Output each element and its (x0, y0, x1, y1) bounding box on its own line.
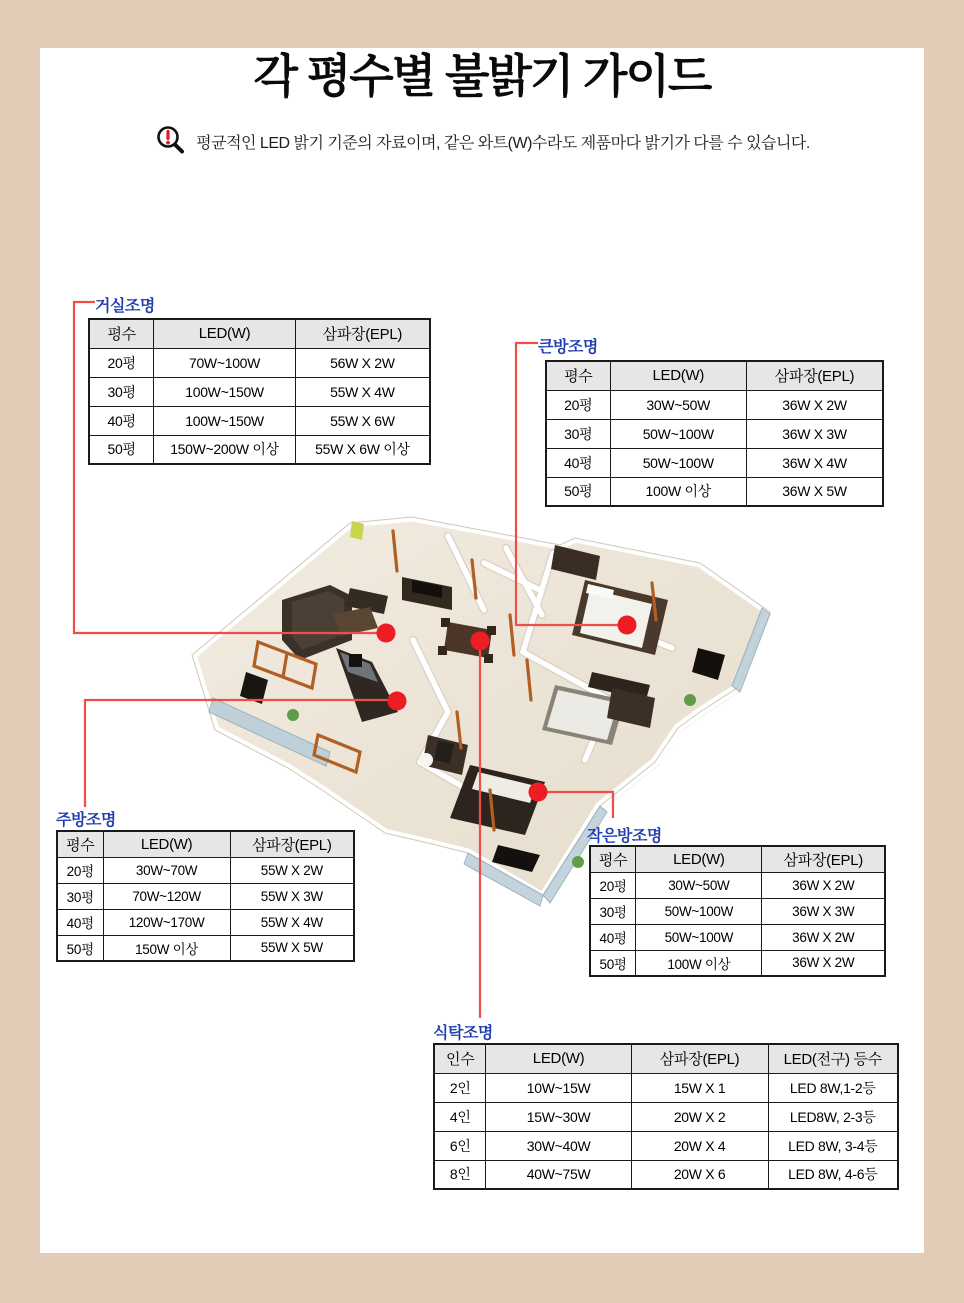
table-cell: 36W X 2W (762, 924, 885, 950)
column-header: 평수 (57, 831, 103, 857)
table-cell: 20W X 6 (631, 1160, 768, 1189)
table-cell: 40평 (89, 406, 154, 435)
living-lighting-table-grid (88, 318, 431, 465)
table-cell: LED8W, 2-3등 (768, 1102, 898, 1131)
table-cell: 40평 (546, 448, 610, 477)
table-row (590, 898, 885, 924)
table-cell: 50W~100W (636, 898, 762, 924)
table-row (590, 872, 885, 898)
table-cell: 50W~100W (636, 924, 762, 950)
dining-lighting-table-grid (433, 1043, 899, 1190)
column-header: 삼파장(EPL) (230, 831, 354, 857)
table-cell: 50W~100W (610, 448, 746, 477)
table-cell: 55W X 6W (295, 406, 430, 435)
table-cell: 50평 (57, 935, 103, 961)
table-cell: 36W X 3W (762, 898, 885, 924)
table-cell: 30W~70W (103, 857, 230, 883)
label-smallroom-lighting: 작은방조명 (587, 828, 662, 845)
table-cell: 40W~75W (486, 1160, 631, 1189)
table-cell: 8인 (434, 1160, 486, 1189)
column-header: 평수 (590, 846, 636, 872)
kitchen-lighting-table-grid (56, 830, 355, 962)
table-row (57, 909, 354, 935)
table-row (546, 419, 883, 448)
column-header: LED(W) (103, 831, 230, 857)
table-cell: 100W 이상 (636, 950, 762, 976)
column-header: 평수 (546, 361, 610, 390)
column-header: LED(W) (636, 846, 762, 872)
table-cell: 55W X 6W 이상 (295, 435, 430, 464)
table-cell: 55W X 2W (230, 857, 354, 883)
table-row (434, 1073, 898, 1102)
column-header: LED(W) (486, 1044, 631, 1073)
table-cell: 30W~50W (636, 872, 762, 898)
table-row (89, 435, 430, 464)
table-cell: 4인 (434, 1102, 486, 1131)
table-row (434, 1131, 898, 1160)
table-cell: 30평 (57, 883, 103, 909)
table-cell: 50평 (590, 950, 636, 976)
table-cell: 15W~30W (486, 1102, 631, 1131)
table-cell: 10W~15W (486, 1073, 631, 1102)
table-cell: 55W X 4W (295, 377, 430, 406)
table-cell: LED 8W,1-2등 (768, 1073, 898, 1102)
table-row (89, 377, 430, 406)
table-cell: 36W X 2W (762, 950, 885, 976)
table-cell: 20평 (590, 872, 636, 898)
table-cell: 30W~50W (610, 390, 746, 419)
table-cell: 55W X 3W (230, 883, 354, 909)
notice-text: 평균적인 LED 밝기 기준의 자료이며, 같은 와트(W)수라도 제품마다 밝기가 다를 수 있습니다. (196, 134, 810, 152)
table-cell: 100W~150W (154, 377, 296, 406)
table-cell: LED 8W, 3-4등 (768, 1131, 898, 1160)
bigroom-lighting-table (545, 360, 884, 507)
table-cell: 36W X 2W (747, 390, 884, 419)
table-cell: 56W X 2W (295, 348, 430, 377)
label-living-lighting: 거실조명 (95, 298, 155, 315)
column-header: 삼파장(EPL) (631, 1044, 768, 1073)
table-cell: 50W~100W (610, 419, 746, 448)
table-cell: 15W X 1 (631, 1073, 768, 1102)
living-lighting-table (88, 318, 431, 465)
table-cell: 20평 (57, 857, 103, 883)
magnifier-exclamation-icon (154, 124, 188, 158)
table-cell: 40평 (590, 924, 636, 950)
column-header: LED(전구) 등수 (768, 1044, 898, 1073)
table-row (89, 348, 430, 377)
table-row (434, 1160, 898, 1189)
table-row (546, 477, 883, 506)
column-header: 삼파장(EPL) (762, 846, 885, 872)
table-cell: 2인 (434, 1073, 486, 1102)
table-cell: 120W~170W (103, 909, 230, 935)
table-row (546, 390, 883, 419)
column-header: LED(W) (610, 361, 746, 390)
table-cell: 20평 (546, 390, 610, 419)
table-row (57, 883, 354, 909)
table-cell: 40평 (57, 909, 103, 935)
label-dining-lighting: 식탁조명 (433, 1025, 493, 1042)
column-header: 삼파장(EPL) (747, 361, 884, 390)
column-header: 평수 (89, 319, 154, 348)
dining-lighting-table (433, 1043, 899, 1190)
column-header: 인수 (434, 1044, 486, 1073)
table-cell: 36W X 3W (747, 419, 884, 448)
table-row (57, 857, 354, 883)
label-bigroom-lighting: 큰방조명 (538, 339, 598, 356)
smallroom-lighting-table (589, 845, 886, 977)
column-header: LED(W) (154, 319, 296, 348)
kitchen-lighting-table (56, 830, 355, 962)
label-kitchen-lighting: 주방조명 (56, 812, 116, 829)
table-row (434, 1102, 898, 1131)
table-cell: 20W X 2 (631, 1102, 768, 1131)
table-row (57, 935, 354, 961)
bigroom-lighting-table-grid (545, 360, 884, 507)
table-cell: 20평 (89, 348, 154, 377)
table-cell: 50평 (89, 435, 154, 464)
table-row (546, 448, 883, 477)
table-cell: LED 8W, 4-6등 (768, 1160, 898, 1189)
table-row (590, 924, 885, 950)
table-cell: 70W~100W (154, 348, 296, 377)
table-cell: 150W~200W 이상 (154, 435, 296, 464)
table-cell: 30평 (546, 419, 610, 448)
table-cell: 36W X 4W (747, 448, 884, 477)
table-cell: 36W X 2W (762, 872, 885, 898)
column-header: 삼파장(EPL) (295, 319, 430, 348)
page-title: 각 평수별 불밝기 가이드 (253, 50, 711, 102)
table-row (89, 406, 430, 435)
table-cell: 6인 (434, 1131, 486, 1160)
table-cell: 150W 이상 (103, 935, 230, 961)
table-cell: 50평 (546, 477, 610, 506)
table-cell: 55W X 5W (230, 935, 354, 961)
table-cell: 36W X 5W (747, 477, 884, 506)
table-cell: 20W X 4 (631, 1131, 768, 1160)
table-row (590, 950, 885, 976)
table-cell: 30평 (590, 898, 636, 924)
smallroom-lighting-table-grid (589, 845, 886, 977)
notice-row (0, 124, 964, 158)
table-cell: 100W 이상 (610, 477, 746, 506)
table-cell: 70W~120W (103, 883, 230, 909)
table-cell: 55W X 4W (230, 909, 354, 935)
table-cell: 30W~40W (486, 1131, 631, 1160)
table-cell: 30평 (89, 377, 154, 406)
table-cell: 100W~150W (154, 406, 296, 435)
